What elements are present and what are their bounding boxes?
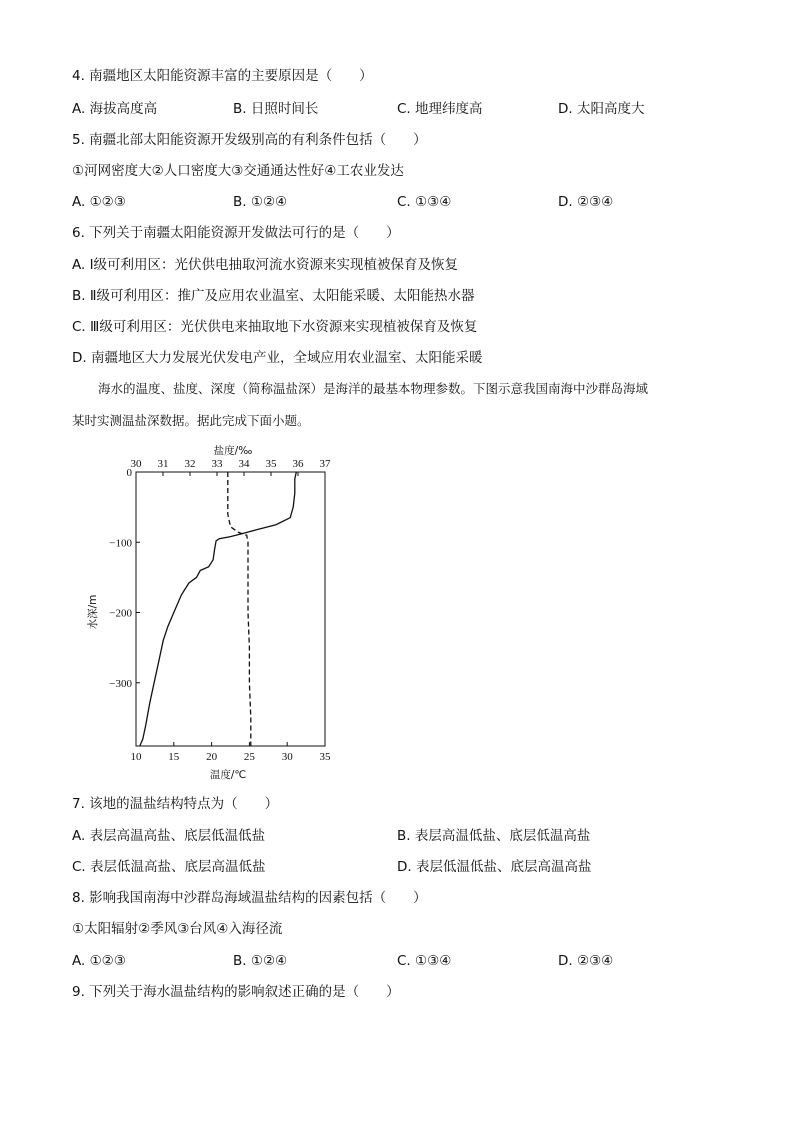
temperature-tick-label: 25 [243,751,255,763]
temperature-tick-label: 35 [319,751,331,763]
temperature-tick-label: 30 [281,751,293,763]
depth-tick-label: 0 [126,467,132,479]
q4-option-d: D. 太阳高度大 [558,101,645,117]
q9-stem: 9. 下列关于海水温盐结构的影响叙述正确的是（ ） [72,984,400,1000]
q5-option-c: C. ①③④ [397,194,452,210]
q6-option-a: A. Ⅰ级可利用区：光伏供电抽取河流水资源来实现植被保育及恢复 [72,257,459,273]
q7-option-c: C. 表层低温高盐、底层高温低盐 [72,859,266,875]
q5-option-a: A. ①②③ [72,194,126,210]
q6-stem: 6. 下列关于南疆太阳能资源开发做法可行的是（ ） [72,225,400,241]
q6-option-b: B. Ⅱ级可利用区：推广及应用农业温室、太阳能采暖、太阳能热水器 [72,288,475,304]
temperature-salinity-depth-chart [78,440,348,789]
salinity-curve [228,472,251,746]
q8-option-b: B. ①②④ [233,953,288,969]
q8-option-a: A. ①②③ [72,953,126,969]
q4-option-c: C. 地理纬度高 [397,101,483,117]
salinity-tick-label: 34 [238,458,250,470]
q4-stem: 4. 南疆地区太阳能资源丰富的主要原因是（ ） [72,68,373,84]
q7-option-b: B. 表层高温低盐、底层低温高盐 [397,828,591,844]
q7-option-a: A. 表层高温高盐、底层低温低盐 [72,828,266,844]
depth-tick-label: −100 [109,537,132,550]
salinity-tick-label: 30 [130,458,142,470]
salinity-axis-label: 盐度/‰ [213,445,253,457]
temperature-curve [140,472,296,746]
temperature-axis-label: 温度/℃ [209,769,247,781]
temperature-tick-label: 10 [130,751,142,763]
temperature-tick-label: 20 [206,751,218,763]
q5-option-d: D. ②③④ [558,194,614,210]
salinity-tick-label: 33 [211,458,223,470]
passage-line-1: 海水的温度、盐度、深度（简称温盐深）是海洋的最基本物理参数。下图示意我国南海中沙群岛海域 [98,381,649,396]
salinity-tick-label: 37 [319,458,331,470]
q4-option-a: A. 海拔高度高 [72,101,158,117]
q5-option-b: B. ①②④ [233,194,288,210]
q7-option-d: D. 表层低温低盐、底层高温高盐 [397,859,592,875]
q5-conditions: ①河网密度大②人口密度大③交通通达性好④工农业发达 [72,163,404,179]
depth-tick-label: −200 [109,607,132,620]
q8-conditions: ①太阳辐射②季风③台风④入海径流 [72,921,283,937]
salinity-tick-label: 32 [184,458,196,470]
salinity-tick-label: 36 [292,458,304,470]
passage-line-2: 某时实测温盐深数据。据此完成下面小题。 [72,413,310,428]
q6-option-d: D. 南疆地区大力发展光伏发电产业，全域应用农业温室、太阳能采暖 [72,350,483,366]
temperature-tick-label: 15 [168,751,180,763]
depth-axis-label: 水深/m [87,594,99,630]
q7-stem: 7. 该地的温盐结构特点为（ ） [72,796,279,812]
salinity-tick-label: 31 [157,458,169,470]
q6-option-c: C. Ⅲ级可利用区：光伏供电来抽取地下水资源来实现植被保育及恢复 [72,319,478,335]
plot-frame [136,472,325,746]
q8-option-c: C. ①③④ [397,953,452,969]
salinity-tick-label: 35 [265,458,277,470]
q4-option-b: B. 日照时间长 [233,101,319,117]
depth-tick-label: −300 [109,677,132,690]
q8-stem: 8. 影响我国南海中沙群岛海域温盐结构的因素包括（ ） [72,890,427,906]
q5-stem: 5. 南疆北部太阳能资源开发级别高的有利条件包括（ ） [72,132,427,148]
q8-option-d: D. ②③④ [558,953,614,969]
